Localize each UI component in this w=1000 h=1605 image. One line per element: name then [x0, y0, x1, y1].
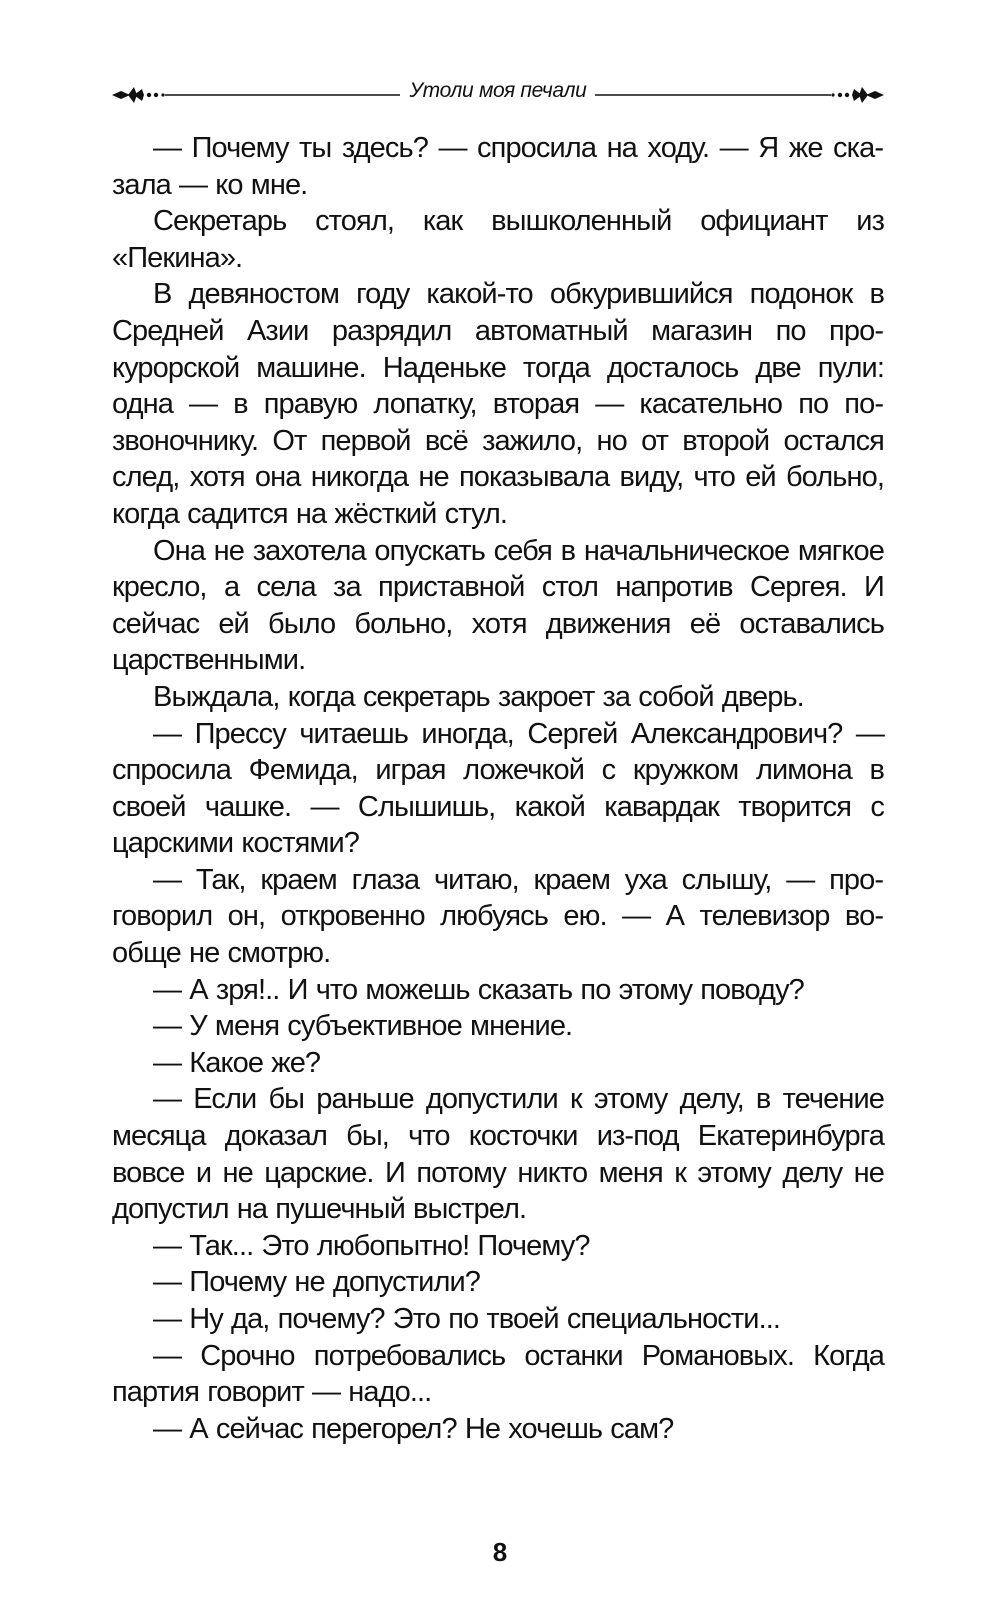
paragraph: В девяностом году какой-то обкурившийся подонок в Средней Азии разрядил автоматный магазин по прокурорской машине. Наденьке тогда досталось две пули: одна — в правую лопатку, вторая — касательно по позвоночнику. От первой всё зажило, но от второй остался след, хотя она никогда не показывала виду, что ей больно, когда садится на жёсткий стул. — [112, 278, 884, 530]
running-title-text: Утоли моя печали — [401, 79, 594, 102]
paragraph: — Прессу читаешь иногда, Сергей Александрович? — спросила Фемида, играя ложечкой с кружком лимона в своей чашке. — Слышишь, какой кавардак творится с царскими костями? — [112, 717, 884, 860]
paragraph: Секретарь стоял, как вышколенный официант из «Пекина». — [112, 205, 884, 274]
paragraph: — Так, краем глаза читаю, краем уха слышу, — проговорил он, откровенно любуясь ею. — А телевизор вообще не смотрю. — [112, 863, 884, 970]
paragraph: Она не захотела опускать себя в начальническое мягкое кресло, а села за приставной стол напротив Сергея. И сейчас ей было больно, хотя движения её оставались царственными. — [112, 534, 884, 677]
paragraph: — А сейчас перегорел? Не хочешь сам? — [153, 1412, 674, 1445]
paragraph: — У меня субъективное мнение. — [153, 1010, 573, 1043]
paragraph: — Срочно потребовались останки Романовых. Когда партия говорит — надо... — [112, 1339, 884, 1409]
paragraph: Выждала, когда секретарь закроет за собой дверь. — [153, 680, 804, 713]
paragraph: — А зря!.. И что можешь сказать по этому поводу? — [153, 973, 804, 1006]
paragraph: — Какое же? — [153, 1046, 321, 1079]
paragraph: — Так... Это любопытно! Почему? — [153, 1229, 590, 1262]
running-header — [112, 74, 884, 114]
paragraph: — Если бы раньше допустили к этому делу, в течение месяца доказал бы, что косточки из-под Екатеринбурга вовсе и не царские. И потому никто меня к этому делу не допустил на пушечный выстрел. — [112, 1083, 884, 1226]
paragraph: — Ну да, почему? Это по твоей специальности... — [153, 1303, 781, 1335]
paragraph: — Почему не допустили? — [153, 1266, 481, 1299]
paragraph: — Почему ты здесь? — спросила на ходу. — Я же сказала — ко мне. — [112, 132, 884, 201]
running-title — [112, 79, 884, 103]
page-body — [112, 130, 884, 1447]
page-number: 8 — [492, 1537, 508, 1567]
